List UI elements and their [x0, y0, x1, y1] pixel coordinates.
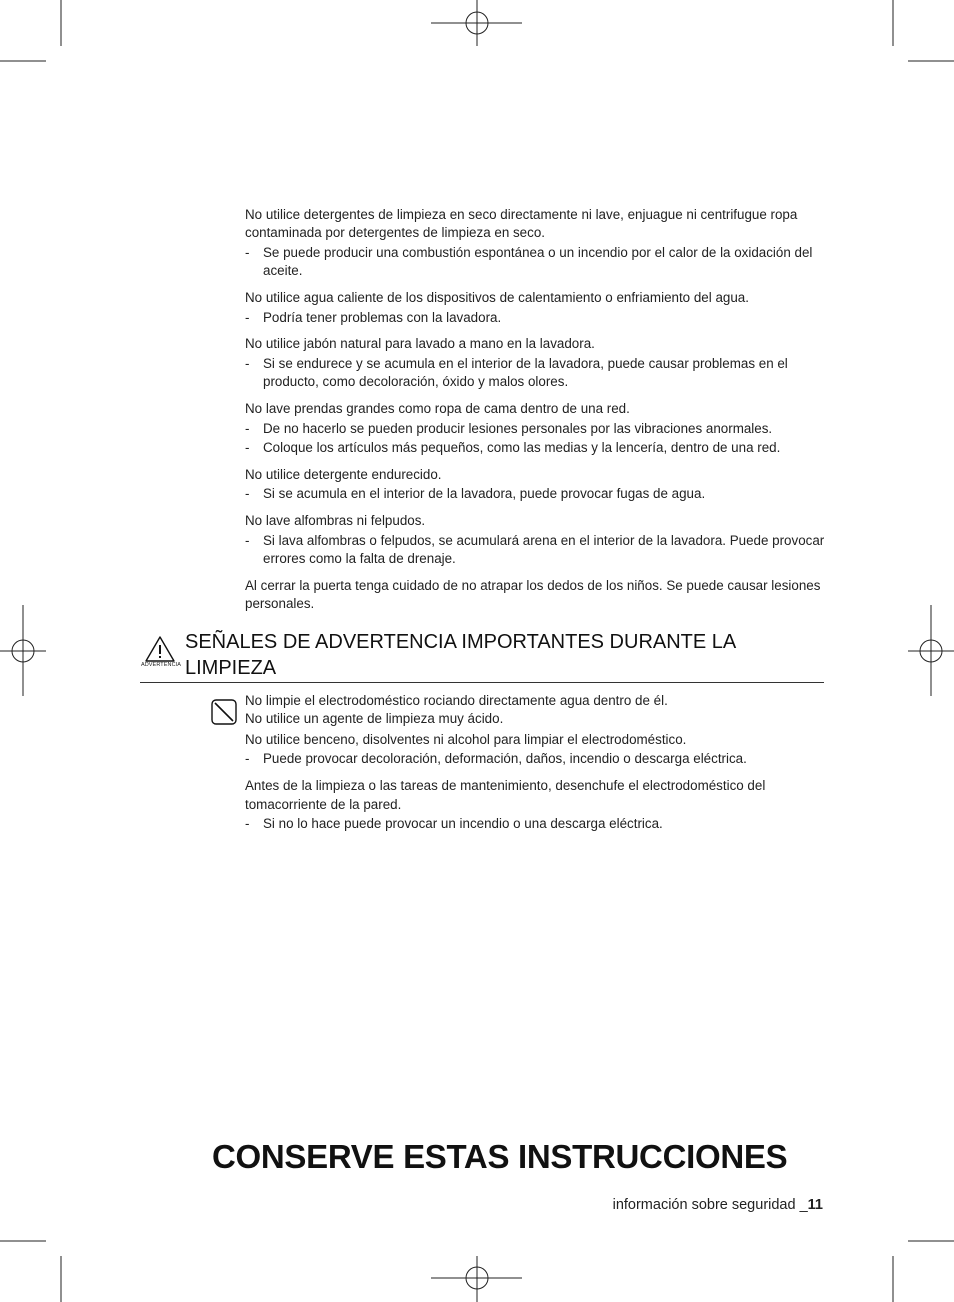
- page-footer: [520, 1197, 823, 1213]
- bullet-marker: -: [245, 815, 250, 831]
- warning-block: [245, 512, 825, 568]
- bullet-text: Si se acumula en el interior de la lavadora, puede provocar fugas de agua.: [263, 486, 706, 502]
- bullet-text: Coloque los artículos más pequeños, como las medias y la lencería, dentro de una red.: [263, 439, 781, 455]
- footer-text: información sobre seguridad _: [612, 1197, 808, 1213]
- bullet-text: Puede provocar decoloración, deformación, daños, incendio o descarga eléctrica.: [263, 751, 747, 767]
- warning-block: [245, 400, 825, 457]
- warning-text: No utilice jabón natural para lavado a mano en la lavadora.: [245, 336, 595, 352]
- bullet-item: [245, 309, 825, 327]
- warning-text: No lave alfombras ni felpudos.: [245, 513, 426, 529]
- bullet-text: Podría tener problemas con la lavadora.: [263, 309, 502, 325]
- section-header: [140, 628, 824, 683]
- warning-text: No lave prendas grandes como ropa de cama dentro de una red.: [245, 401, 630, 417]
- bullet-marker: -: [245, 244, 250, 260]
- bullet-text: Se puede producir una combustión espontánea o un incendio por el calor de la oxidación del aceite.: [263, 244, 813, 279]
- warning-triangle-icon: [144, 635, 176, 663]
- warning-block: [245, 466, 825, 504]
- warning-block: [245, 577, 825, 614]
- warning-block: [245, 335, 825, 391]
- warning-text: No utilice detergente endurecido.: [245, 466, 442, 482]
- warning-block: [245, 289, 825, 327]
- bullet-item: [245, 532, 825, 569]
- warning-label: ADVERTENCIA: [140, 662, 182, 668]
- bullet-item: [245, 439, 825, 457]
- warning-line: No utilice un agente de limpieza muy ácido.: [245, 711, 504, 727]
- bullet-marker: -: [245, 486, 250, 502]
- bullet-marker: -: [245, 355, 250, 371]
- bullet-text: Si no lo hace puede provocar un incendio o una descarga eléctrica.: [263, 815, 663, 831]
- bullet-item: [245, 750, 825, 768]
- section-title: SEÑALES DE ADVERTENCIA IMPORTANTES DURANTE LA LIMPIEZA: [185, 631, 736, 679]
- bullet-item: [245, 355, 825, 392]
- cleaning-warnings: [245, 692, 825, 842]
- bullet-text: De no hacerlo se pueden producir lesiones personales por las vibraciones anormales.: [263, 420, 773, 436]
- bullet-item: [245, 485, 825, 503]
- bullet-item: [245, 815, 825, 833]
- warning-text: No utilice detergentes de limpieza en seco directamente ni lave, enjuague ni centrifugue ropa contaminada por detergentes de limpieza en seco.: [245, 207, 798, 241]
- bullet-item: [245, 244, 825, 281]
- warning-line: No utilice benceno, disolventes ni alcohol para limpiar el electrodoméstico.: [245, 731, 687, 747]
- bullet-marker: -: [245, 751, 250, 767]
- page-heading: CONSERVE ESTAS INSTRUCCIONES: [212, 1138, 788, 1175]
- warning-line: No limpie el electrodoméstico rociando directamente agua dentro de él.: [245, 693, 668, 708]
- warning-block: [245, 206, 825, 281]
- bullet-marker: -: [245, 532, 250, 548]
- bullet-marker: -: [245, 309, 250, 325]
- warning-text: No utilice agua caliente de los dispositivos de calentamiento o enfriamiento del agua.: [245, 290, 749, 306]
- warning-text: Al cerrar la puerta tenga cuidado de no atrapar los dedos de los niños. Se puede causar lesiones personales.: [245, 577, 821, 612]
- prohibition-icon: [211, 699, 237, 725]
- bullet-marker: -: [245, 439, 250, 455]
- bullet-item: [245, 420, 825, 438]
- bullet-marker: -: [245, 420, 250, 436]
- bullet-text: Si lava alfombras o felpudos, se acumulará arena en el interior de la lavadora. Puede provocar errores como la falta de drenaje.: [263, 532, 825, 566]
- bullet-text: Si se endurece y se acumula en el interior de la lavadora, puede causar problemas en el producto, como decoloración, óxido y malos olores.: [263, 355, 788, 390]
- warning-paragraph: Antes de la limpieza o las tareas de mantenimiento, desenchufe el electrodoméstico del tomacorriente de la pared.: [245, 778, 766, 812]
- page-number: 11: [807, 1197, 823, 1213]
- safety-list: [245, 206, 825, 622]
